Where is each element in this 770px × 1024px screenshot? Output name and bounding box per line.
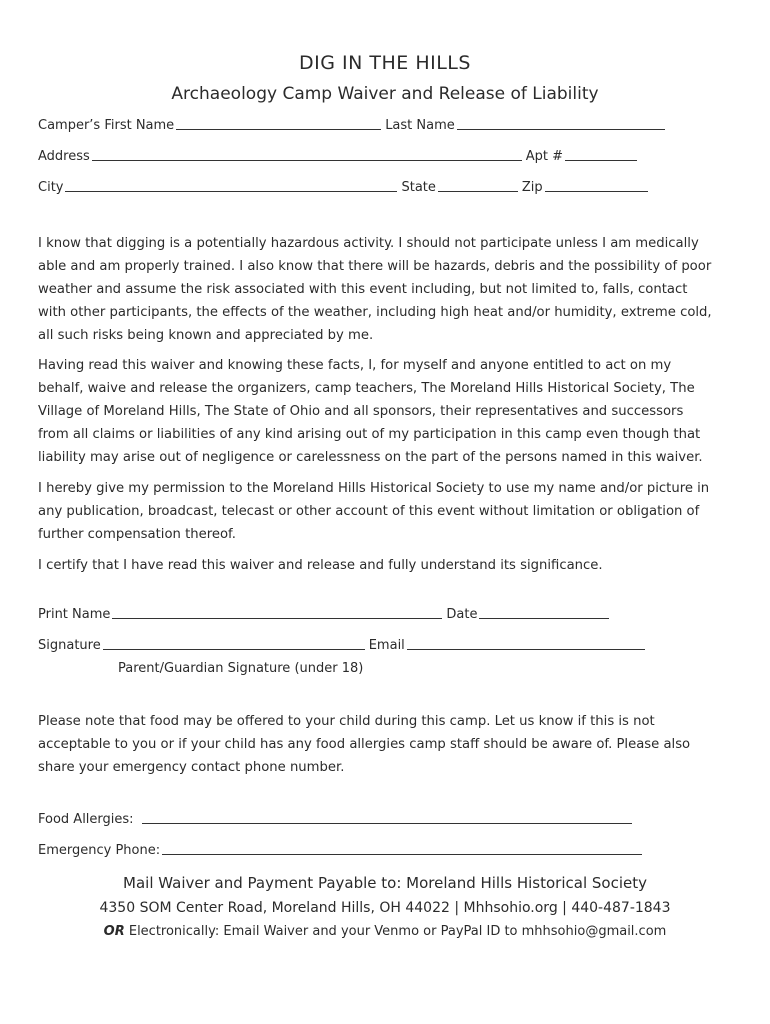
food-allergies-label: Food Allergies: — [38, 812, 134, 827]
food-allergies-row — [38, 812, 636, 827]
city-label: City — [38, 180, 64, 195]
page-title: DIG IN THE HILLS — [299, 52, 471, 74]
signature-row — [38, 638, 649, 653]
last-name-label: Last Name — [385, 118, 455, 133]
print-name-row — [38, 607, 613, 622]
print-name-field[interactable] — [112, 617, 442, 619]
food-allergies-field[interactable] — [142, 822, 632, 824]
email-field[interactable] — [407, 648, 645, 650]
state-field[interactable] — [438, 190, 518, 192]
first-name-field[interactable] — [176, 128, 381, 130]
parent-signature-note: Parent/Guardian Signature (under 18) — [118, 661, 364, 676]
certify-paragraph: I certify that I have read this waiver and release and fully understand its significance. — [38, 558, 603, 573]
emergency-phone-label: Emergency Phone: — [38, 843, 161, 858]
zip-field[interactable] — [545, 190, 648, 192]
mail-instructions: Mail Waiver and Payment Payable to: Moreland Hills Historical Society — [123, 874, 647, 892]
permission-paragraph: I hereby give my permission to the Moreland Hills Historical Society to use my name and/or picture in any publication, broadcast, telecast or other account of this event without limitation or obligation of further compensation thereof. — [38, 481, 710, 542]
or-emphasis: OR — [103, 924, 125, 939]
zip-label: Zip — [521, 180, 543, 195]
last-name-field[interactable] — [457, 128, 665, 130]
date-label: Date — [446, 607, 478, 622]
electronic-instructions-text: Electronically: Email Waiver and your Venmo or PayPal ID to mhhsohio@gmail.com — [124, 924, 667, 939]
city-field[interactable] — [65, 190, 397, 192]
emergency-phone-field[interactable] — [162, 853, 642, 855]
page-subtitle: Archaeology Camp Waiver and Release of Liability — [171, 84, 599, 104]
apt-label: Apt # — [525, 149, 564, 164]
address-label: Address — [38, 149, 90, 164]
signature-field[interactable] — [103, 648, 365, 650]
address-row — [38, 149, 641, 164]
state-label: State — [401, 180, 436, 195]
contact-line: 4350 SOM Center Road, Moreland Hills, OH 44022 | Mhhsohio.org | 440-487-1843 — [99, 900, 671, 916]
signature-label: Signature — [38, 638, 101, 653]
emergency-phone-row — [38, 843, 646, 858]
camper-name-row — [38, 118, 669, 133]
first-name-label: Camper’s First Name — [38, 118, 175, 133]
apt-field[interactable] — [565, 159, 637, 161]
risk-paragraph: I know that digging is a potentially hazardous activity. I should not participate unless I am medically able and am properly trained. I also know that there will be hazards, debris and the possibility of poor weather and assume the risk associated with this event including, but not limited to, falls, contact with other participants, the effects of the weather, including high heat and/or humidity, extreme cold, all such risks being known and appreciated by me. — [38, 236, 712, 343]
electronic-instructions — [0, 924, 770, 939]
city-row — [38, 180, 652, 195]
food-notice-paragraph: Please note that food may be offered to your child during this camp. Let us know if this is not acceptable to you or if your child has any food allergies camp staff should be aware of. Please also share your emergency contact phone number. — [38, 714, 691, 775]
release-paragraph: Having read this waiver and knowing these facts, I, for myself and anyone entitled to act on my behalf, waive and release the organizers, camp teachers, The Moreland Hills Historical Society, The Village of Moreland Hills, The State of Ohio and all sponsors, their representatives and successors from all claims or liabilities of any kind arising out of my participation in this camp even though that liability may arise out of negligence or carelessness on the part of the persons named in this waiver. — [38, 358, 703, 465]
address-field[interactable] — [92, 159, 522, 161]
print-name-label: Print Name — [38, 607, 111, 622]
date-field[interactable] — [479, 617, 609, 619]
email-label: Email — [368, 638, 405, 653]
